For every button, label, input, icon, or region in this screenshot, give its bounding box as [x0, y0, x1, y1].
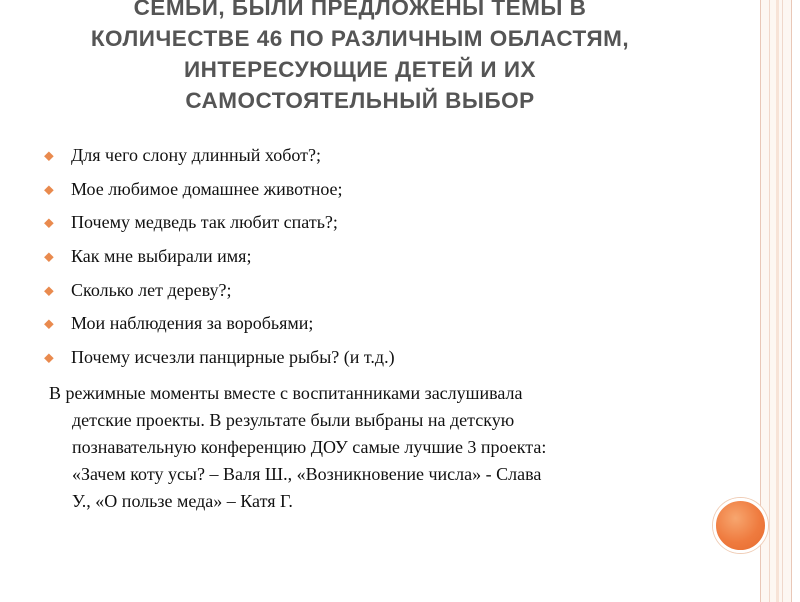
- diamond-bullet-icon: ⬥: [44, 181, 54, 198]
- diamond-bullet-icon: ⬥: [44, 316, 54, 333]
- diamond-bullet-icon: ⬥: [44, 148, 54, 164]
- list-item-text: Мои наблюдения за воробьями;: [71, 313, 314, 334]
- paragraph-line: «Зачем коту усы? – Валя Ш., «Возникновение числа» - Слава: [72, 464, 542, 484]
- list-item-text: Почему исчезли панцирные рыбы? (и т.д.): [71, 347, 395, 368]
- paragraph-line: детские проекты. В результате были выбраны на детскую: [72, 410, 515, 430]
- title-line: САМОСТОЯТЕЛЬНЫЙ ВЫБОР: [185, 88, 535, 113]
- list-item-text: Почему медведь так любит спать?;: [71, 212, 338, 233]
- list-item-text: Для чего слону длинный хобот?;: [71, 145, 321, 165]
- list-item-text: Как мне выбирали имя;: [71, 246, 252, 267]
- title-line: ИНТЕРЕСУЮЩИЕ ДЕТЕЙ И ИХ: [183, 57, 536, 82]
- diamond-bullet-icon: ⬥: [44, 282, 54, 299]
- paragraph-line: В режимные моменты вместе с воспитанниками заслушивала: [49, 383, 523, 403]
- diamond-bullet-icon: ⬥: [44, 215, 54, 232]
- diamond-bullet-icon: ⬥: [44, 249, 54, 266]
- paragraph-line: познавательную конференцию ДОУ самые лучшие 3 проекта:: [72, 437, 547, 457]
- summary-paragraph: [49, 380, 689, 515]
- slide-title: [30, 0, 690, 116]
- paragraph-line: У., «О пользе меда» – Катя Г.: [72, 491, 293, 511]
- title-line: СЕМЬИ, БЫЛИ ПРЕДЛОЖЕНЫ ТЕМЫ В: [133, 0, 587, 20]
- orange-circle-decoration: [713, 498, 768, 553]
- list-item-text: Сколько лет дереву?;: [71, 279, 232, 300]
- diamond-bullet-icon: ⬥: [44, 350, 54, 367]
- list-item-text: Мое любимое домашнее животное;: [71, 178, 343, 199]
- decorative-frame-accent: [776, 0, 779, 602]
- title-line: КОЛИЧЕСТВЕ 46 ПО РАЗЛИЧНЫМ ОБЛАСТЯМ,: [90, 26, 630, 51]
